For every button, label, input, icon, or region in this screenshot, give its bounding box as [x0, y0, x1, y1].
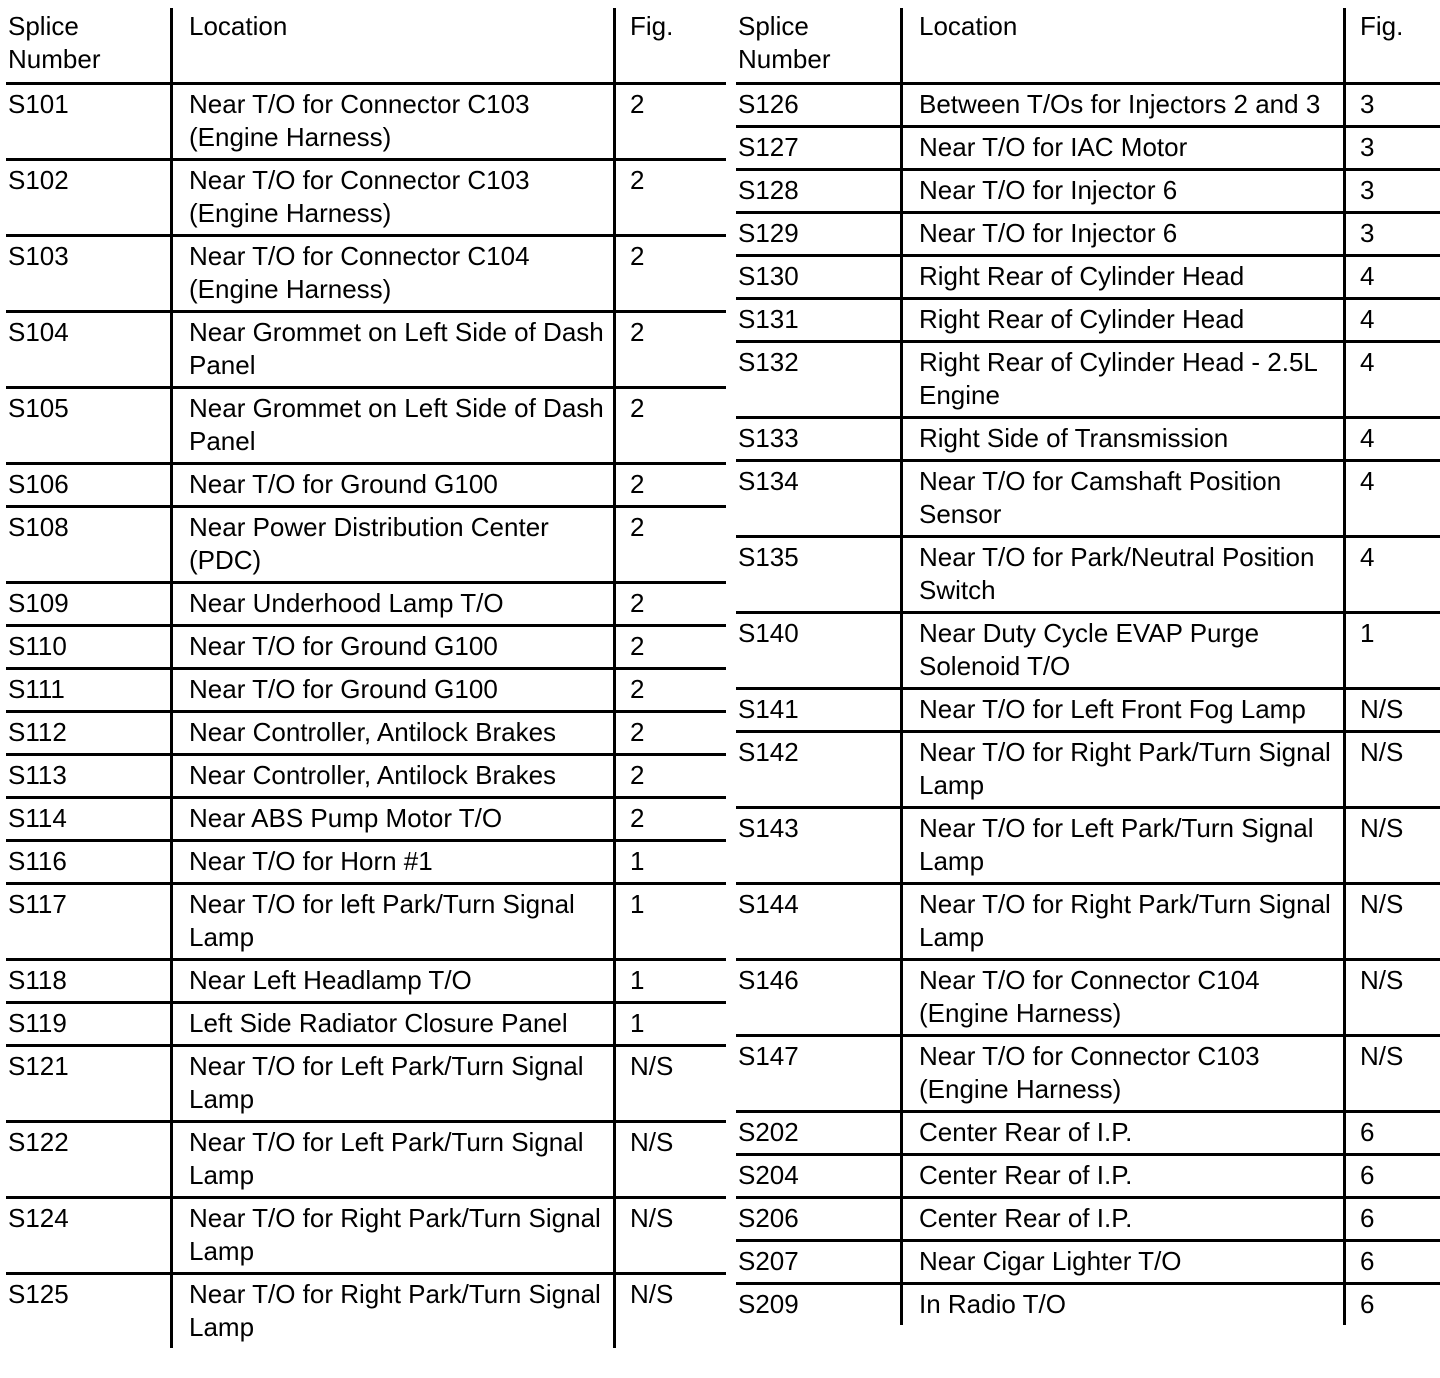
splice-number-cell: S113 [8, 760, 67, 790]
splice-number-cell: S117 [8, 889, 67, 919]
fig-cell: 4 [1345, 256, 1440, 299]
location-cell: Near T/O for IAC Motor [902, 127, 1345, 170]
location-cell: Near ABS Pump Motor T/O [172, 798, 615, 841]
splice-number-cell: S119 [8, 1008, 67, 1038]
splice-number-cell: S144 [738, 889, 799, 919]
splice-number-cell: S134 [738, 466, 799, 496]
table-row [6, 84, 726, 160]
location-cell: Right Rear of Cylinder Head [902, 256, 1345, 299]
location-cell: Near T/O for Right Park/Turn Signal Lamp [902, 884, 1345, 960]
table-row [6, 236, 726, 312]
fig-cell: 6 [1345, 1198, 1440, 1241]
fig-cell: 6 [1345, 1112, 1440, 1155]
fig-cell: 4 [1345, 418, 1440, 461]
splice-number-cell: S202 [738, 1117, 799, 1147]
splice-number-cell: S112 [8, 717, 67, 747]
location-cell: Right Rear of Cylinder Head [902, 299, 1345, 342]
location-cell: Near T/O for Connector C103 (Engine Harness) [172, 84, 615, 160]
location-cell: In Radio T/O [902, 1284, 1345, 1326]
location-cell: Near T/O for Connector C104 (Engine Harness) [172, 236, 615, 312]
table-row [736, 299, 1440, 342]
table-row [736, 127, 1440, 170]
fig-cell: 4 [1345, 299, 1440, 342]
table-row [6, 626, 726, 669]
location-cell: Near T/O for Left Park/Turn Signal Lamp [172, 1122, 615, 1198]
fig-cell: N/S [1345, 732, 1440, 808]
location-cell: Near T/O for Connector C103 (Engine Harness) [172, 160, 615, 236]
fig-cell: N/S [1345, 808, 1440, 884]
table-row [6, 798, 726, 841]
splice-table-left [6, 8, 726, 1348]
header-location: Location [902, 8, 1345, 84]
fig-cell: 1 [1345, 613, 1440, 689]
fig-cell: 2 [615, 798, 727, 841]
table-row [6, 1046, 726, 1122]
fig-cell: 2 [615, 626, 727, 669]
splice-number-cell: S130 [738, 261, 799, 291]
fig-cell: 2 [615, 84, 727, 160]
header-row [6, 8, 726, 84]
table-row [736, 1198, 1440, 1241]
splice-table-right [736, 8, 1440, 1325]
table-row [736, 461, 1440, 537]
splice-number-cell: S207 [738, 1246, 799, 1276]
location-cell: Near Controller, Antilock Brakes [172, 755, 615, 798]
location-cell: Near T/O for Injector 6 [902, 170, 1345, 213]
fig-cell: 2 [615, 712, 727, 755]
splice-number-cell: S131 [738, 304, 799, 334]
fig-cell: 1 [615, 841, 727, 884]
location-cell: Near T/O for Connector C103 (Engine Harness) [902, 1036, 1345, 1112]
location-cell: Near Underhood Lamp T/O [172, 583, 615, 626]
splice-number-cell: S143 [738, 813, 799, 843]
table-row [6, 312, 726, 388]
splice-number-cell: S111 [8, 674, 65, 704]
table-row [736, 808, 1440, 884]
location-cell: Near Duty Cycle EVAP Purge Solenoid T/O [902, 613, 1345, 689]
table-row [6, 884, 726, 960]
table-row [736, 732, 1440, 808]
splice-number-cell: S118 [8, 965, 67, 995]
splice-number-cell: S102 [8, 165, 69, 195]
table-row [6, 464, 726, 507]
location-cell: Near Left Headlamp T/O [172, 960, 615, 1003]
fig-cell: N/S [1345, 884, 1440, 960]
splice-number-cell: S128 [738, 175, 799, 205]
table-row [6, 841, 726, 884]
fig-cell: 4 [1345, 342, 1440, 418]
splice-number-cell: S141 [738, 694, 799, 724]
table-row [736, 537, 1440, 613]
header-fig: Fig. [615, 8, 727, 84]
fig-cell: 6 [1345, 1155, 1440, 1198]
splice-number-cell: S109 [8, 588, 69, 618]
location-cell: Near T/O for Horn #1 [172, 841, 615, 884]
location-cell: Near T/O for Ground G100 [172, 626, 615, 669]
location-cell: Between T/Os for Injectors 2 and 3 [902, 84, 1345, 127]
table-row [736, 1036, 1440, 1112]
table-row [6, 583, 726, 626]
location-cell: Near T/O for Injector 6 [902, 213, 1345, 256]
splice-number-cell: S116 [8, 846, 67, 876]
fig-cell: N/S [1345, 689, 1440, 732]
fig-cell: 2 [615, 669, 727, 712]
fig-cell: 2 [615, 464, 727, 507]
fig-cell: 4 [1345, 461, 1440, 537]
splice-number-cell: S135 [738, 542, 799, 572]
location-cell: Near T/O for Right Park/Turn Signal Lamp [902, 732, 1345, 808]
location-cell: Right Side of Transmission [902, 418, 1345, 461]
splice-number-cell: S129 [738, 218, 799, 248]
splice-number-cell: S101 [8, 89, 69, 119]
splice-number-cell: S206 [738, 1203, 799, 1233]
splice-number-cell: S132 [738, 347, 799, 377]
location-cell: Near Grommet on Left Side of Dash Panel [172, 312, 615, 388]
table-row [6, 1122, 726, 1198]
fig-cell: 2 [615, 160, 727, 236]
table-row [736, 1155, 1440, 1198]
table-row [6, 1003, 726, 1046]
table-row [736, 213, 1440, 256]
location-cell: Near T/O for left Park/Turn Signal Lamp [172, 884, 615, 960]
fig-cell: N/S [1345, 960, 1440, 1036]
splice-number-cell: S204 [738, 1160, 799, 1190]
table-row [6, 1274, 726, 1349]
table-row [736, 1241, 1440, 1284]
table-row [6, 960, 726, 1003]
fig-cell: N/S [1345, 1036, 1440, 1112]
location-cell: Center Rear of I.P. [902, 1112, 1345, 1155]
table-row [6, 1198, 726, 1274]
splice-number-cell: S146 [738, 965, 799, 995]
splice-number-cell: S103 [8, 241, 69, 271]
location-cell: Near T/O for Right Park/Turn Signal Lamp [172, 1274, 615, 1349]
fig-cell: 4 [1345, 537, 1440, 613]
location-cell: Near Grommet on Left Side of Dash Panel [172, 388, 615, 464]
splice-number-cell: S104 [8, 317, 69, 347]
fig-cell: 6 [1345, 1241, 1440, 1284]
fig-cell: 2 [615, 755, 727, 798]
location-cell: Right Rear of Cylinder Head - 2.5L Engine [902, 342, 1345, 418]
header-fig: Fig. [1345, 8, 1440, 84]
location-cell: Center Rear of I.P. [902, 1155, 1345, 1198]
fig-cell: 1 [615, 960, 727, 1003]
splice-number-cell: S106 [8, 469, 69, 499]
location-cell: Near T/O for Connector C104 (Engine Harness) [902, 960, 1345, 1036]
header-row [736, 8, 1440, 84]
table-row [736, 884, 1440, 960]
fig-cell: N/S [615, 1122, 727, 1198]
location-cell: Left Side Radiator Closure Panel [172, 1003, 615, 1046]
fig-cell: 2 [615, 507, 727, 583]
location-cell: Near Power Distribution Center (PDC) [172, 507, 615, 583]
splice-number-cell: S140 [738, 618, 799, 648]
fig-cell: 3 [1345, 170, 1440, 213]
fig-cell: 1 [615, 884, 727, 960]
table-row [736, 418, 1440, 461]
fig-cell: N/S [615, 1046, 727, 1122]
splice-number-cell: S105 [8, 393, 69, 423]
table-row [736, 170, 1440, 213]
header-location: Location [172, 8, 615, 84]
splice-number-cell: S108 [8, 512, 69, 542]
splice-number-cell: S110 [8, 631, 67, 661]
fig-cell: 2 [615, 312, 727, 388]
fig-cell: N/S [615, 1274, 727, 1349]
fig-cell: 3 [1345, 84, 1440, 127]
fig-cell: 3 [1345, 127, 1440, 170]
table-row [6, 388, 726, 464]
splice-number-cell: S126 [738, 89, 799, 119]
splice-number-cell: S209 [738, 1289, 799, 1319]
table-row [6, 755, 726, 798]
splice-number-cell: S127 [738, 132, 799, 162]
location-cell: Near Cigar Lighter T/O [902, 1241, 1345, 1284]
location-cell: Near T/O for Camshaft Position Sensor [902, 461, 1345, 537]
fig-cell: 2 [615, 583, 727, 626]
fig-cell: 6 [1345, 1284, 1440, 1326]
splice-number-cell: S122 [8, 1127, 69, 1157]
table-row [6, 507, 726, 583]
location-cell: Near T/O for Left Front Fog Lamp [902, 689, 1345, 732]
header-splice-number: Splice Number [8, 11, 101, 74]
splice-number-cell: S121 [8, 1051, 69, 1081]
location-cell: Near Controller, Antilock Brakes [172, 712, 615, 755]
location-cell: Near T/O for Left Park/Turn Signal Lamp [902, 808, 1345, 884]
header-splice-number: Splice Number [738, 11, 831, 74]
splice-number-cell: S133 [738, 423, 799, 453]
splice-number-cell: S124 [8, 1203, 69, 1233]
location-cell: Near T/O for Left Park/Turn Signal Lamp [172, 1046, 615, 1122]
splice-number-cell: S114 [8, 803, 67, 833]
table-row [736, 1112, 1440, 1155]
table-row [736, 613, 1440, 689]
location-cell: Center Rear of I.P. [902, 1198, 1345, 1241]
location-cell: Near T/O for Ground G100 [172, 464, 615, 507]
splice-number-cell: S142 [738, 737, 799, 767]
fig-cell: N/S [615, 1198, 727, 1274]
table-row [6, 669, 726, 712]
location-cell: Near T/O for Right Park/Turn Signal Lamp [172, 1198, 615, 1274]
location-cell: Near T/O for Ground G100 [172, 669, 615, 712]
fig-cell: 2 [615, 388, 727, 464]
table-row [736, 342, 1440, 418]
fig-cell: 3 [1345, 213, 1440, 256]
fig-cell: 2 [615, 236, 727, 312]
table-row [736, 960, 1440, 1036]
table-row [6, 160, 726, 236]
table-row [736, 84, 1440, 127]
location-cell: Near T/O for Park/Neutral Position Switch [902, 537, 1345, 613]
table-row [736, 1284, 1440, 1326]
splice-number-cell: S147 [738, 1041, 799, 1071]
splice-number-cell: S125 [8, 1279, 69, 1309]
table-row [736, 256, 1440, 299]
table-row [736, 689, 1440, 732]
table-row [6, 712, 726, 755]
fig-cell: 1 [615, 1003, 727, 1046]
